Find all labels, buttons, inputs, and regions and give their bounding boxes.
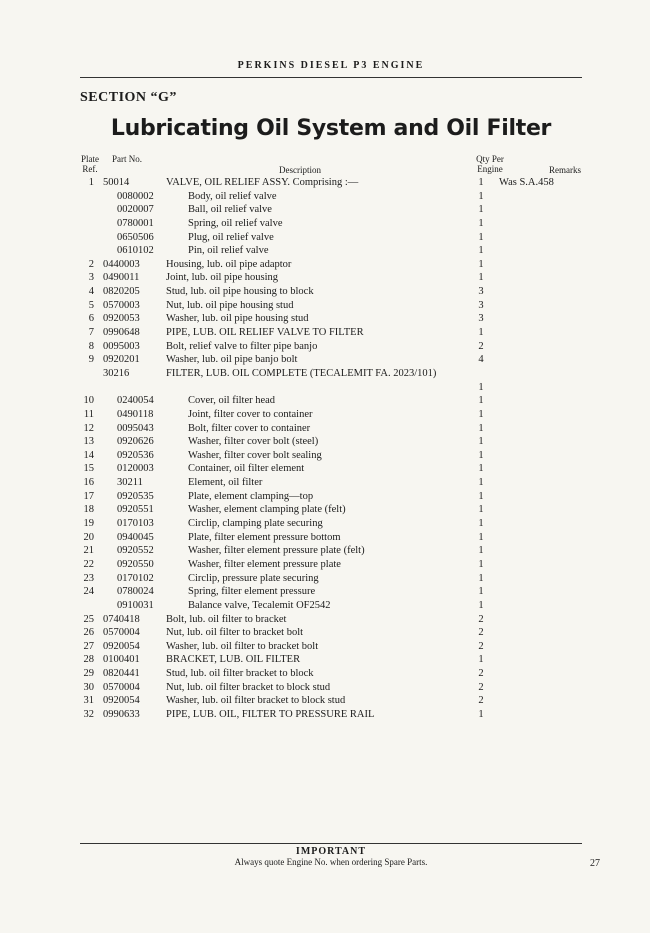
quantity: 1 bbox=[478, 504, 484, 516]
description: Washer, lub. oil filter bracket to block stud bbox=[166, 695, 346, 707]
quantity: 1 bbox=[478, 258, 484, 270]
part-number: 0120003 bbox=[117, 463, 154, 475]
description: Element, oil filter bbox=[188, 477, 263, 489]
quantity: 1 bbox=[478, 436, 484, 448]
quantity: 1 bbox=[478, 422, 484, 434]
part-number: 30211 bbox=[117, 477, 143, 489]
plate-ref: 2 bbox=[88, 258, 94, 270]
column-header-qty: Qty Per Engine bbox=[476, 154, 504, 174]
plate-ref: 20 bbox=[83, 531, 94, 543]
table-row bbox=[0, 340, 650, 354]
part-number: 0170102 bbox=[117, 572, 154, 584]
description: Plug, oil relief valve bbox=[188, 231, 274, 243]
quantity: 1 bbox=[478, 477, 484, 489]
remarks: Was S.A.458 bbox=[499, 177, 554, 188]
plate-ref: 3 bbox=[88, 272, 94, 284]
plate-ref: 25 bbox=[83, 613, 94, 625]
column-header-part-no: Part No. bbox=[112, 154, 142, 164]
table-row bbox=[0, 653, 650, 667]
plate-ref: 4 bbox=[88, 286, 94, 298]
part-number: 0920054 bbox=[103, 640, 140, 652]
table-row bbox=[0, 681, 650, 695]
table-row bbox=[0, 231, 650, 245]
plate-ref: 12 bbox=[83, 422, 94, 434]
description: Joint, lub. oil pipe housing bbox=[166, 272, 279, 284]
part-number: 0095043 bbox=[117, 422, 154, 434]
quantity: 1 bbox=[478, 177, 484, 188]
plate-ref: 17 bbox=[83, 490, 94, 502]
plate-ref: 30 bbox=[83, 681, 94, 693]
description: Stud, lub. oil filter bracket to block bbox=[166, 668, 314, 680]
quantity: 1 bbox=[478, 518, 484, 530]
table-row bbox=[0, 558, 650, 572]
quantity: 1 bbox=[478, 490, 484, 502]
description: Washer, lub. oil pipe banjo bolt bbox=[166, 354, 298, 366]
description: Bolt, filter cover to container bbox=[188, 422, 311, 434]
table-row bbox=[0, 476, 650, 490]
quantity: 3 bbox=[478, 286, 484, 298]
quantity: 3 bbox=[478, 313, 484, 325]
part-number: 0920201 bbox=[103, 354, 140, 366]
quantity: 1 bbox=[478, 531, 484, 543]
quantity: 1 bbox=[478, 545, 484, 557]
description: Cover, oil filter head bbox=[188, 395, 276, 407]
table-row bbox=[0, 299, 650, 313]
quantity: 1 bbox=[478, 572, 484, 584]
table-row bbox=[0, 544, 650, 558]
table-row bbox=[0, 408, 650, 422]
description: Nut, lub. oil filter to bracket bolt bbox=[166, 627, 304, 639]
description: Ball, oil relief valve bbox=[188, 204, 272, 216]
part-number: 0920535 bbox=[117, 490, 154, 502]
part-number: 0940045 bbox=[117, 531, 154, 543]
plate-ref: 26 bbox=[83, 627, 94, 639]
part-number: 0990648 bbox=[103, 327, 140, 339]
part-number: 0920053 bbox=[103, 313, 140, 325]
quantity: 1 bbox=[478, 327, 484, 339]
plate-ref: 9 bbox=[88, 354, 94, 366]
part-number: 0920626 bbox=[117, 436, 154, 448]
column-header-plate-ref: Plate Ref. bbox=[81, 154, 99, 174]
description: Washer, filter cover bolt sealing bbox=[188, 449, 322, 461]
plate-ref: 5 bbox=[88, 299, 94, 311]
table-row bbox=[0, 517, 650, 531]
part-number: 0920054 bbox=[103, 695, 140, 707]
description: Washer, element clamping plate (felt) bbox=[188, 504, 346, 516]
description: Container, oil filter element bbox=[188, 463, 305, 475]
column-header-description: Description bbox=[279, 165, 321, 175]
table-row bbox=[0, 503, 650, 517]
description: Joint, filter cover to container bbox=[188, 408, 313, 420]
part-number: 0570004 bbox=[103, 681, 140, 693]
quantity: 2 bbox=[478, 613, 484, 625]
part-number: 0490118 bbox=[117, 408, 154, 420]
column-header-remarks: Remarks bbox=[549, 165, 581, 175]
quantity: 1 bbox=[478, 408, 484, 420]
quantity: 1 bbox=[478, 204, 484, 216]
description: Plate, filter element pressure bottom bbox=[188, 531, 341, 543]
description: Nut, lub. oil filter bracket to block stud bbox=[166, 681, 331, 693]
quantity: 1 bbox=[478, 381, 484, 393]
footer-rule bbox=[80, 843, 582, 844]
plate-ref: 19 bbox=[83, 518, 94, 530]
table-row bbox=[0, 572, 650, 586]
quantity: 1 bbox=[478, 245, 484, 257]
table-row bbox=[0, 599, 650, 613]
description: BRACKET, LUB. OIL FILTER bbox=[166, 654, 301, 666]
header-rule bbox=[80, 77, 582, 78]
part-number: 0780024 bbox=[117, 586, 154, 598]
quantity: 1 bbox=[478, 272, 484, 284]
quantity: 1 bbox=[478, 654, 484, 666]
description: Washer, filter cover bolt (steel) bbox=[188, 436, 319, 448]
table-row bbox=[0, 449, 650, 463]
table-row bbox=[0, 394, 650, 408]
quantity: 1 bbox=[478, 217, 484, 229]
table-row bbox=[0, 435, 650, 449]
quantity: 1 bbox=[478, 586, 484, 598]
table-row bbox=[0, 422, 650, 436]
part-number: 0820441 bbox=[103, 668, 140, 680]
description: VALVE, OIL RELIEF ASSY. Comprising :— bbox=[166, 177, 359, 188]
part-number: 0610102 bbox=[117, 245, 154, 257]
table-row bbox=[0, 490, 650, 504]
quantity: 2 bbox=[478, 668, 484, 680]
description: FILTER, LUB. OIL COMPLETE (TECALEMIT FA. 2023/101) bbox=[166, 367, 437, 379]
plate-ref: 27 bbox=[83, 640, 94, 652]
part-number: 0920550 bbox=[117, 558, 154, 570]
part-number: 0095003 bbox=[103, 340, 140, 352]
quantity: 2 bbox=[478, 340, 484, 352]
part-number: 0170103 bbox=[117, 518, 154, 530]
part-number: 0920552 bbox=[117, 545, 154, 557]
part-number: 0080002 bbox=[117, 190, 154, 202]
description: Washer, lub. oil filter to bracket bolt bbox=[166, 640, 319, 652]
table-row bbox=[0, 176, 650, 190]
part-number: 0570004 bbox=[103, 627, 140, 639]
plate-ref: 14 bbox=[83, 449, 94, 461]
table-row bbox=[0, 271, 650, 285]
part-number: 0570003 bbox=[103, 299, 140, 311]
plate-ref: 16 bbox=[83, 477, 94, 489]
part-number: 0650506 bbox=[117, 231, 154, 243]
description: Body, oil relief valve bbox=[188, 190, 277, 202]
description: Nut, lub. oil pipe housing stud bbox=[166, 299, 294, 311]
quantity: 2 bbox=[478, 640, 484, 652]
quantity: 1 bbox=[478, 463, 484, 475]
part-number: 0490011 bbox=[103, 272, 140, 284]
part-number: 0100401 bbox=[103, 654, 140, 666]
plate-ref: 7 bbox=[88, 327, 94, 339]
table-row bbox=[0, 694, 650, 708]
plate-ref: 23 bbox=[83, 572, 94, 584]
part-number: 0240054 bbox=[117, 395, 154, 407]
section-label: SECTION “G” bbox=[80, 90, 177, 105]
part-number: 0990633 bbox=[103, 709, 140, 720]
table-row bbox=[0, 708, 650, 722]
description: Bolt, lub. oil filter to bracket bbox=[166, 613, 287, 625]
quantity: 2 bbox=[478, 627, 484, 639]
plate-ref: 29 bbox=[83, 668, 94, 680]
plate-ref: 24 bbox=[83, 586, 94, 598]
plate-ref: 1 bbox=[88, 177, 94, 188]
footer-important: IMPORTANT bbox=[295, 846, 367, 857]
description: Balance valve, Tecalemit OF2542 bbox=[188, 599, 331, 611]
quantity: 3 bbox=[478, 299, 484, 311]
quantity: 4 bbox=[478, 354, 484, 366]
table-row bbox=[0, 613, 650, 627]
description: Plate, element clamping—top bbox=[188, 490, 314, 502]
part-number: 0910031 bbox=[117, 599, 154, 611]
quantity: 1 bbox=[478, 190, 484, 202]
running-title: PERKINS DIESEL P3 ENGINE bbox=[237, 60, 425, 71]
part-number: 0920536 bbox=[117, 449, 154, 461]
part-number: 30216 bbox=[103, 367, 130, 379]
table-row bbox=[0, 585, 650, 599]
plate-ref: 15 bbox=[83, 463, 94, 475]
description: PIPE, LUB. OIL, FILTER TO PRESSURE RAIL bbox=[166, 709, 375, 720]
table-row bbox=[0, 217, 650, 231]
table-row bbox=[0, 667, 650, 681]
description: PIPE, LUB. OIL RELIEF VALVE TO FILTER bbox=[166, 327, 364, 339]
part-number: 0740418 bbox=[103, 613, 140, 625]
table-row bbox=[0, 367, 650, 394]
part-number: 0020007 bbox=[117, 204, 154, 216]
plate-ref: 8 bbox=[88, 340, 94, 352]
table-row bbox=[0, 626, 650, 640]
part-number: 0920551 bbox=[117, 504, 154, 516]
table-row bbox=[0, 244, 650, 258]
description: Spring, oil relief valve bbox=[188, 217, 283, 229]
quantity: 1 bbox=[478, 558, 484, 570]
plate-ref: 10 bbox=[83, 395, 94, 407]
description: Pin, oil relief valve bbox=[188, 245, 269, 257]
table-row bbox=[0, 353, 650, 367]
description: Circlip, clamping plate securing bbox=[188, 518, 323, 530]
table-row bbox=[0, 190, 650, 204]
plate-ref: 32 bbox=[83, 709, 94, 720]
quantity: 1 bbox=[478, 449, 484, 461]
plate-ref: 21 bbox=[83, 545, 94, 557]
description: Bolt, relief valve to filter pipe banjo bbox=[166, 340, 318, 352]
description: Washer, lub. oil pipe housing stud bbox=[166, 313, 309, 325]
quantity: 2 bbox=[478, 695, 484, 707]
plate-ref: 13 bbox=[83, 436, 94, 448]
part-number: 0440003 bbox=[103, 258, 140, 270]
description: Spring, filter element pressure bbox=[188, 586, 316, 598]
part-number: 0820205 bbox=[103, 286, 140, 298]
footer-note: Always quote Engine No. when ordering Spare Parts. bbox=[234, 857, 428, 867]
quantity: 1 bbox=[478, 231, 484, 243]
table-row bbox=[0, 312, 650, 326]
table-row bbox=[0, 285, 650, 299]
plate-ref: 6 bbox=[88, 313, 94, 325]
page-title: Lubricating Oil System and Oil Filter bbox=[110, 116, 552, 141]
quantity: 1 bbox=[478, 709, 484, 720]
description: Washer, filter element pressure plate bbox=[188, 558, 341, 570]
plate-ref: 18 bbox=[83, 504, 94, 516]
quantity: 1 bbox=[478, 395, 484, 407]
table-row bbox=[0, 462, 650, 476]
parts-table bbox=[0, 176, 650, 722]
quantity: 2 bbox=[478, 681, 484, 693]
part-number: 0780001 bbox=[117, 217, 154, 229]
part-number: 50014 bbox=[103, 177, 130, 188]
table-row bbox=[0, 531, 650, 545]
plate-ref: 31 bbox=[83, 695, 94, 707]
quantity: 1 bbox=[478, 599, 484, 611]
plate-ref: 22 bbox=[83, 558, 94, 570]
table-row bbox=[0, 640, 650, 654]
description: Washer, filter element pressure plate (felt) bbox=[188, 545, 365, 557]
plate-ref: 28 bbox=[83, 654, 94, 666]
plate-ref: 11 bbox=[83, 408, 94, 420]
description: Circlip, pressure plate securing bbox=[188, 572, 319, 584]
description: Housing, lub. oil pipe adaptor bbox=[166, 258, 292, 270]
description: Stud, lub. oil pipe housing to block bbox=[166, 286, 314, 298]
table-row bbox=[0, 258, 650, 272]
table-row bbox=[0, 326, 650, 340]
page-number: 27 bbox=[590, 858, 600, 869]
table-row bbox=[0, 203, 650, 217]
